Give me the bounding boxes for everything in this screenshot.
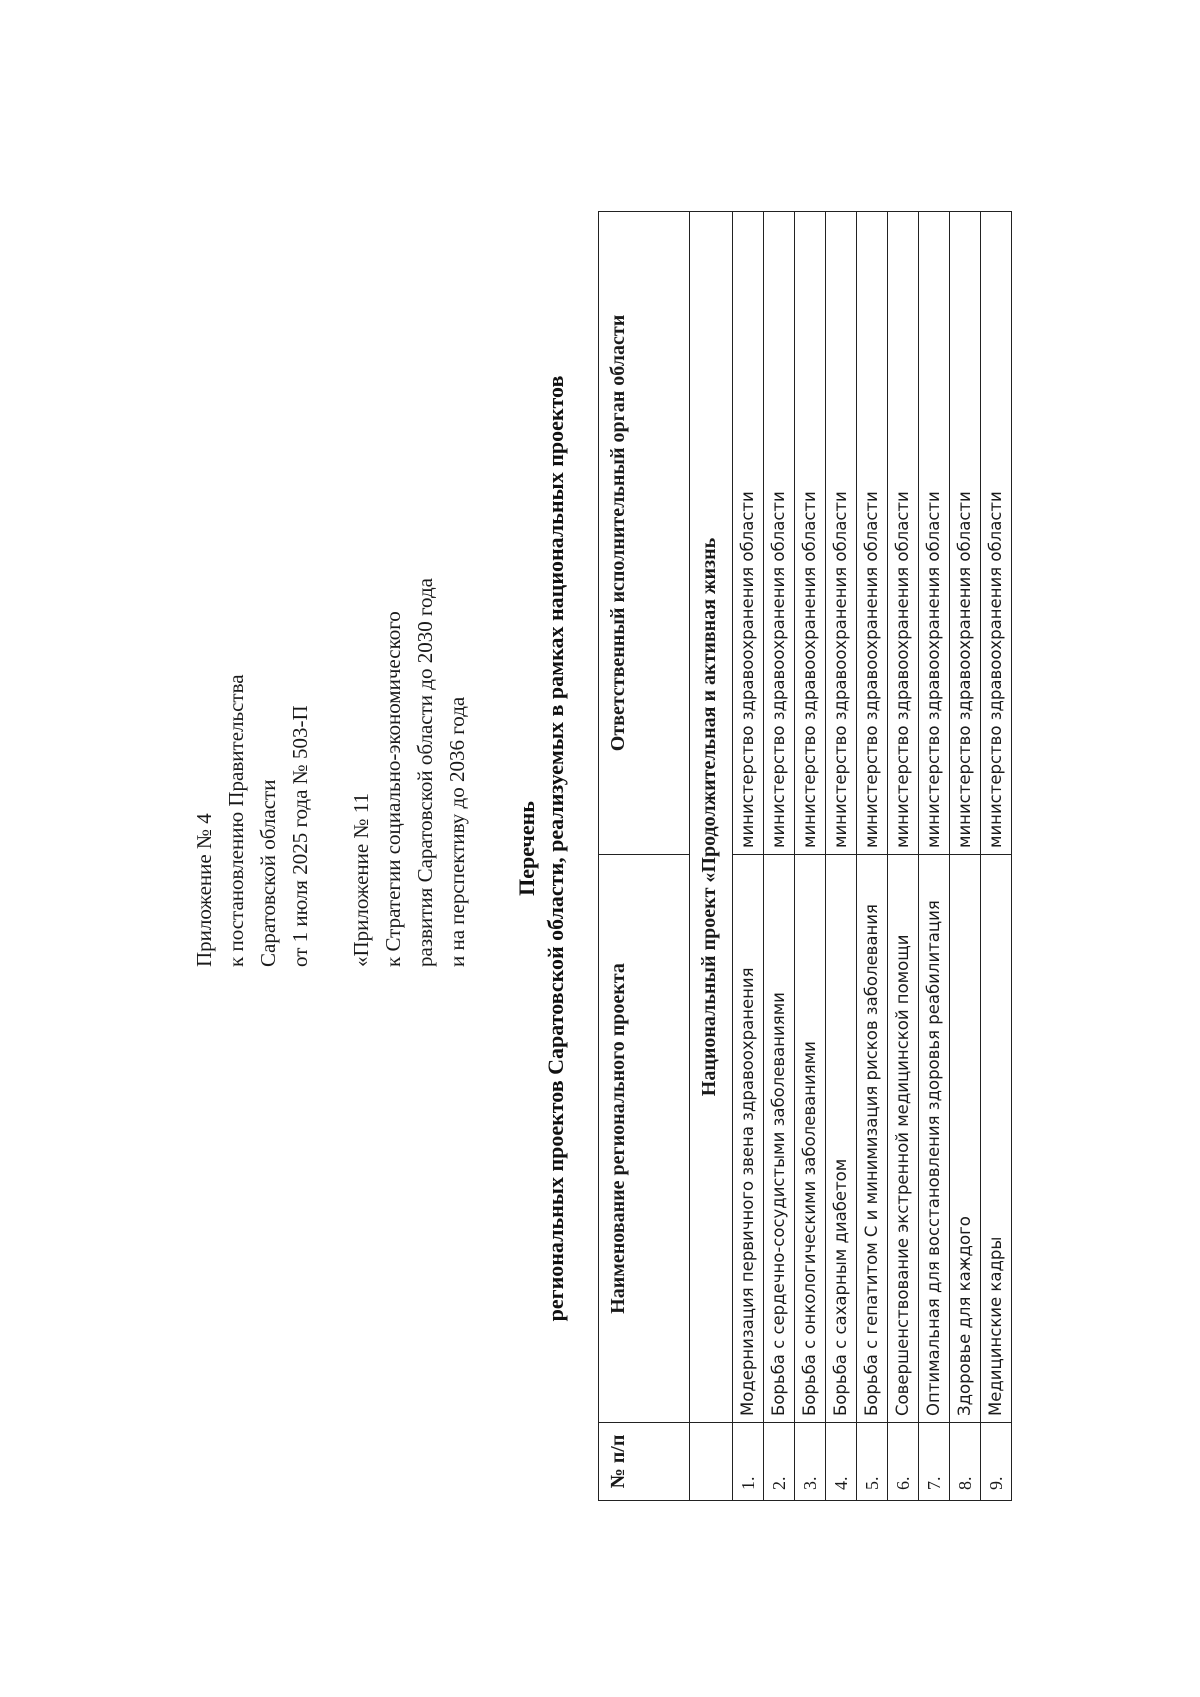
project-name: Модернизация первичного звена здравоохранения: [733, 855, 764, 1423]
appendix-line: к Стратегии социально-экономического: [381, 611, 405, 967]
project-name: Оптимальная для восстановления здоровья реабилитация: [919, 855, 950, 1423]
row-number: 4.: [826, 1423, 857, 1501]
row-number: 3.: [795, 1423, 826, 1501]
section-national-project: Национальный проект «Продолжительная и активная жизнь: [690, 212, 733, 1423]
table-row: [733, 212, 764, 1501]
table-header-row: [599, 212, 690, 1501]
table-row: [826, 212, 857, 1501]
table-section-row: [690, 212, 733, 1501]
appendix-line: «Приложение № 11: [349, 793, 373, 967]
title-line-2: региональных проектов Саратовской области, реализуемых в рамках национальных проектов: [543, 375, 568, 1322]
project-name: Борьба с сахарным диабетом: [826, 855, 857, 1423]
responsible-authority: министерство здравоохранения области: [826, 212, 857, 855]
project-name: Медицинские кадры: [981, 855, 1012, 1423]
project-name: Здоровье для каждого: [950, 855, 981, 1423]
table-row: [888, 212, 919, 1501]
table-row: [857, 212, 888, 1501]
row-number: 8.: [950, 1423, 981, 1501]
decree-line: Приложение № 4: [192, 813, 216, 967]
table-row: [919, 212, 950, 1501]
decree-reference-block: [188, 674, 316, 967]
strategy-appendix-block: [345, 578, 473, 967]
row-number: 1.: [733, 1423, 764, 1501]
regional-projects-table: [598, 211, 1012, 1501]
project-name: Борьба с сердечно-сосудистыми заболеваниями: [764, 855, 795, 1423]
responsible-authority: министерство здравоохранения области: [857, 212, 888, 855]
table-row: [764, 212, 795, 1501]
appendix-line: и на перспективу до 2036 года: [445, 696, 469, 967]
row-number: 7.: [919, 1423, 950, 1501]
responsible-authority: министерство здравоохранения области: [733, 212, 764, 855]
row-number: 9.: [981, 1423, 1012, 1501]
appendix-line: развития Саратовской области до 2030 года: [413, 578, 437, 967]
project-name: Совершенствование экстренной медицинской помощи: [888, 855, 919, 1423]
project-name: Борьба с онкологическими заболеваниями: [795, 855, 826, 1423]
responsible-authority: министерство здравоохранения области: [981, 212, 1012, 855]
header-number: № п/п: [599, 1423, 690, 1501]
decree-line: от 1 июля 2025 года № 503-П: [288, 705, 312, 967]
responsible-authority: министерство здравоохранения области: [950, 212, 981, 855]
table-row: [795, 212, 826, 1501]
decree-line: Саратовской области: [256, 779, 280, 967]
decree-line: к постановлению Правительства: [224, 674, 248, 967]
table-row: [950, 212, 981, 1501]
row-number: 5.: [857, 1423, 888, 1501]
responsible-authority: министерство здравоохранения области: [919, 212, 950, 855]
header-project-name: Наименование регионального проекта: [599, 855, 690, 1423]
responsible-authority: министерство здравоохранения области: [795, 212, 826, 855]
header-responsible-authority: Ответственный исполнительный орган области: [599, 212, 690, 855]
document-title: [512, 0, 570, 1697]
table-row: [981, 212, 1012, 1501]
title-line-1: Перечень: [514, 801, 539, 896]
row-number: 2.: [764, 1423, 795, 1501]
row-number: 6.: [888, 1423, 919, 1501]
responsible-authority: министерство здравоохранения области: [888, 212, 919, 855]
project-name: Борьба с гепатитом С и минимизация рисков заболевания: [857, 855, 888, 1423]
responsible-authority: министерство здравоохранения области: [764, 212, 795, 855]
